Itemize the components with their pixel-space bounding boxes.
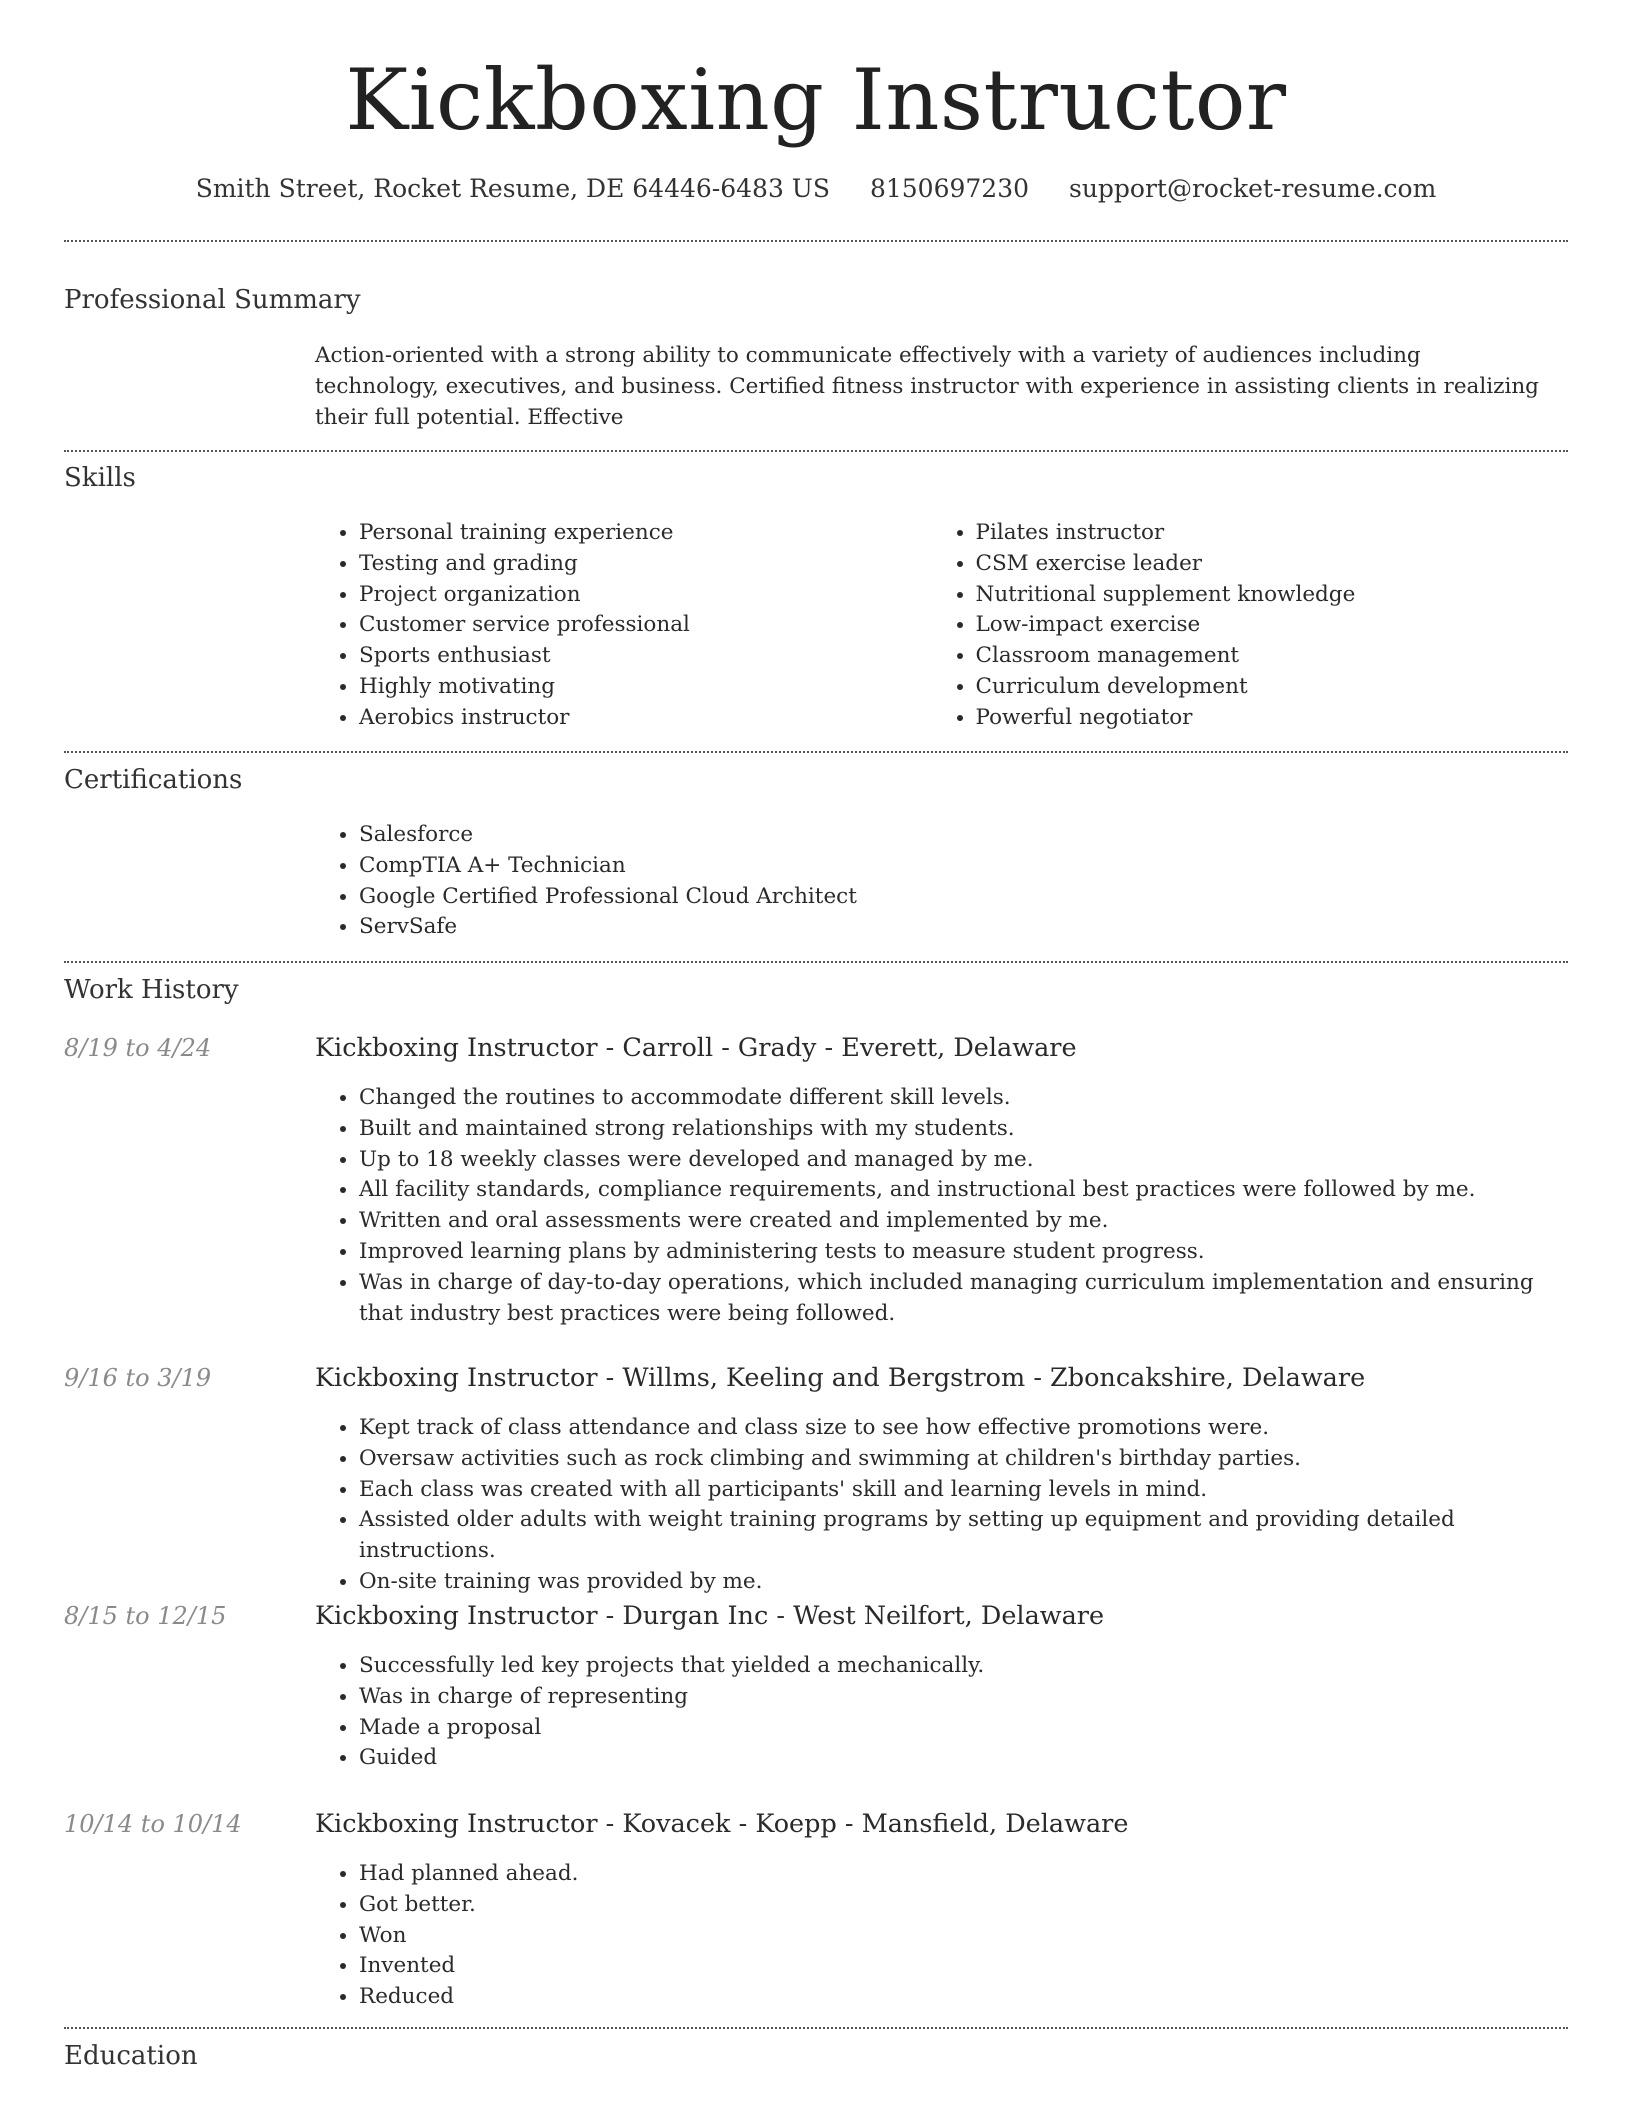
job-bullets <box>315 1651 1548 1774</box>
contact-phone: 8150697230 <box>869 174 1030 203</box>
job-bullet: • Had planned ahead. <box>359 1859 1548 1890</box>
resume-page <box>64 0 1568 2112</box>
skill-item: • Personal training experience <box>359 518 932 549</box>
job-title: Kickboxing Instructor - Durgan Inc - West Neilfort, Delaware <box>315 1601 1105 1631</box>
job-title: Kickboxing Instructor - Kovacek - Koepp - Mansfield, Delaware <box>315 1809 1129 1839</box>
job-bullet: • Was in charge of day-to-day operations, which included managing curriculum implementation and ensuring that industry best practices were being followed. <box>359 1268 1548 1330</box>
job-title: Kickboxing Instructor - Carroll - Grady - Everett, Delaware <box>315 1033 1077 1063</box>
certification-item: • ServSafe <box>359 912 1548 943</box>
skill-item: • Aerobics instructor <box>359 703 932 734</box>
summary-heading: Professional Summary <box>64 285 361 315</box>
skill-item: • Low-impact exercise <box>976 610 1549 641</box>
section-divider <box>64 961 1568 963</box>
job-dates: 10/14 to 10/14 <box>64 1810 242 1838</box>
skills-heading: Skills <box>64 463 136 493</box>
job-bullets <box>315 1859 1548 2013</box>
job-bullet: • Won <box>359 1921 1548 1952</box>
education-heading: Education <box>64 2041 198 2071</box>
job-title: Kickboxing Instructor - Willms, Keeling and Bergstrom - Zboncakshire, Delaware <box>315 1363 1366 1393</box>
job-bullet: • All facility standards, compliance requirements, and instructional best practices were followed by me. <box>359 1175 1548 1206</box>
job-bullet: • Successfully led key projects that yielded a mechanically. <box>359 1651 1548 1682</box>
skill-item: • Highly motivating <box>359 672 932 703</box>
summary-text: Action-oriented with a strong ability to communicate effectively with a variety of audiences including technology, executives, and business. Certified fitness instructor with experience in assisting clients in realizing their full potential. Effective <box>315 343 1539 430</box>
certifications-list <box>315 820 1548 943</box>
job-bullets <box>315 1083 1548 1329</box>
job-bullet: • Oversaw activities such as rock climbing and swimming at children's birthday parties. <box>359 1444 1548 1475</box>
job-bullet: • Up to 18 weekly classes were developed and managed by me. <box>359 1145 1548 1176</box>
section-divider <box>64 450 1568 452</box>
job-bullet: • Kept track of class attendance and class size to see how effective promotions were. <box>359 1413 1548 1444</box>
job-bullet: • Assisted older adults with weight training programs by setting up equipment and providing detailed instructions. <box>359 1505 1548 1567</box>
section-divider <box>64 2027 1568 2029</box>
certification-item: • Salesforce <box>359 820 1548 851</box>
job-bullet: • Invented <box>359 1951 1548 1982</box>
skills-list-left <box>315 518 932 734</box>
skill-item: • CSM exercise leader <box>976 549 1549 580</box>
job-bullet: • Made a proposal <box>359 1713 1548 1744</box>
job-bullet: • Written and oral assessments were created and implemented by me. <box>359 1206 1548 1237</box>
skill-item: • Testing and grading <box>359 549 932 580</box>
certifications-block <box>315 820 1548 943</box>
contact-email: support@rocket-resume.com <box>1068 174 1437 203</box>
skill-item: • Project organization <box>359 580 932 611</box>
skills-list-right <box>932 518 1549 734</box>
certification-item: • CompTIA A+ Technician <box>359 851 1548 882</box>
job-bullets <box>315 1413 1548 1598</box>
skill-item: • Curriculum development <box>976 672 1549 703</box>
job-bullet: • Each class was created with all participants' skill and learning levels in mind. <box>359 1475 1548 1506</box>
certification-item: • Google Certified Professional Cloud Architect <box>359 882 1548 913</box>
job-dates: 9/16 to 3/19 <box>64 1364 212 1392</box>
skill-item: • Nutritional supplement knowledge <box>976 580 1549 611</box>
contact-address: Smith Street, Rocket Resume, DE 64446-6483 US <box>195 174 831 203</box>
job-bullet: • On-site training was provided by me. <box>359 1567 1548 1598</box>
job-bullet: • Changed the routines to accommodate different skill levels. <box>359 1083 1548 1114</box>
job-bullet: • Guided <box>359 1743 1548 1774</box>
work-heading: Work History <box>64 975 239 1005</box>
skill-item: • Sports enthusiast <box>359 641 932 672</box>
skills-block <box>315 518 1548 734</box>
skill-item: • Customer service professional <box>359 610 932 641</box>
skill-item: • Powerful negotiator <box>976 703 1549 734</box>
resume-title: Kickboxing Instructor <box>345 51 1287 149</box>
contact-line <box>64 168 1568 210</box>
job-bullet: • Built and maintained strong relationships with my students. <box>359 1114 1548 1145</box>
job-bullet: • Was in charge of representing <box>359 1682 1548 1713</box>
skill-item: • Pilates instructor <box>976 518 1549 549</box>
skill-item: • Classroom management <box>976 641 1549 672</box>
section-divider <box>64 240 1568 242</box>
certifications-heading: Certifications <box>64 765 243 795</box>
job-bullet: • Got better. <box>359 1890 1548 1921</box>
job-dates: 8/15 to 12/15 <box>64 1602 227 1630</box>
job-dates: 8/19 to 4/24 <box>64 1034 212 1062</box>
section-divider <box>64 751 1568 753</box>
job-bullet: • Reduced <box>359 1982 1548 2013</box>
summary-block <box>315 340 1548 433</box>
job-bullet: • Improved learning plans by administering tests to measure student progress. <box>359 1237 1548 1268</box>
